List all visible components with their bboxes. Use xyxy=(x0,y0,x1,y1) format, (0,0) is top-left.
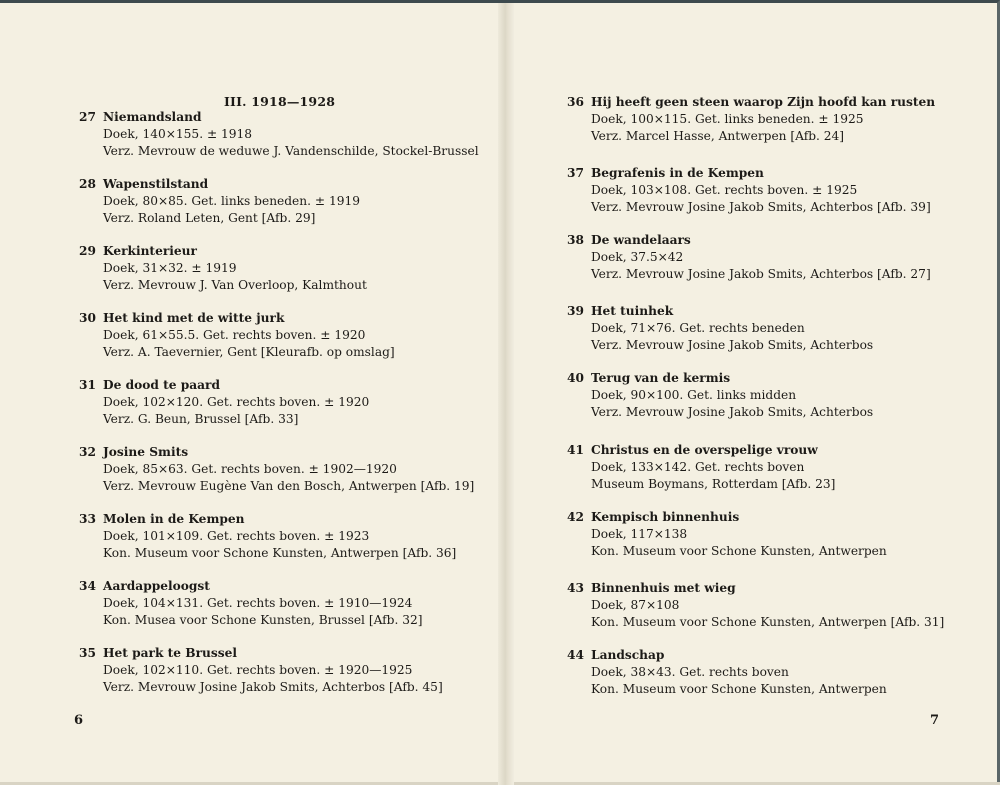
entry-medium: Doek, 38×43. Get. rechts boven xyxy=(591,665,789,679)
entry-medium: Doek, 100×115. Get. links beneden. ± 1925 xyxy=(591,112,864,126)
entry-collection: Verz. G. Beun, Brussel [Afb. 33] xyxy=(103,412,299,426)
entry-number: 27 xyxy=(79,110,96,124)
entry-number: 43 xyxy=(567,581,584,595)
entry-number: 44 xyxy=(567,648,584,662)
entry-number: 32 xyxy=(79,445,96,459)
entry-number: 28 xyxy=(79,177,96,191)
page-number-left: 6 xyxy=(74,713,84,728)
page-number-right: 7 xyxy=(930,713,940,728)
entry-medium: Doek, 80×85. Get. links beneden. ± 1919 xyxy=(103,194,360,208)
entry-collection: Verz. A. Taevernier, Gent [Kleurafb. op omslag] xyxy=(103,345,395,359)
entry-title: Begrafenis in de Kempen xyxy=(591,166,764,180)
entry-collection: Verz. Marcel Hasse, Antwerpen [Afb. 24] xyxy=(591,129,845,143)
entry-title: Hij heeft geen steen waarop Zijn hoofd kan rusten xyxy=(591,95,936,109)
left-page xyxy=(0,3,500,785)
entry-number: 31 xyxy=(79,378,96,392)
entry-title: Het park te Brussel xyxy=(103,646,237,660)
entry-collection: Verz. Mevrouw Josine Jakob Smits, Achterbos [Afb. 27] xyxy=(591,267,931,281)
entry-title: De wandelaars xyxy=(591,233,691,247)
entry-title: Binnenhuis met wieg xyxy=(591,581,736,595)
entry-medium: Doek, 140×155. ± 1918 xyxy=(103,127,253,141)
entry-collection: Kon. Museum voor Schone Kunsten, Antwerpen xyxy=(591,682,887,696)
entry-medium: Doek, 104×131. Get. rechts boven. ± 1910—1924 xyxy=(103,596,413,610)
entry-title: Kempisch binnenhuis xyxy=(591,510,740,524)
entry-number: 40 xyxy=(567,371,584,385)
entry-collection: Kon. Museum voor Schone Kunsten, Antwerpen [Afb. 31] xyxy=(591,615,945,629)
entry-medium: Doek, 37.5×42 xyxy=(591,250,684,264)
entry-collection: Verz. Mevrouw Josine Jakob Smits, Achterbos [Afb. 39] xyxy=(591,200,931,214)
entry-title: Landschap xyxy=(591,648,665,662)
entry-number: 42 xyxy=(567,510,584,524)
entry-medium: Doek, 102×120. Get. rechts boven. ± 1920 xyxy=(103,395,370,409)
entry-medium: Doek, 71×76. Get. rechts beneden xyxy=(591,321,805,335)
entry-collection: Verz. Mevrouw Josine Jakob Smits, Achterbos [Afb. 45] xyxy=(103,680,443,694)
entry-collection: Verz. Mevrouw Eugène Van den Bosch, Antwerpen [Afb. 19] xyxy=(103,479,475,493)
entry-medium: Doek, 117×138 xyxy=(591,527,688,541)
entry-title: Het kind met de witte jurk xyxy=(103,311,285,325)
entry-collection: Verz. Mevrouw de weduwe J. Vandenschilde, Stockel-Brussel xyxy=(103,144,479,158)
entry-title: Het tuinhek xyxy=(591,304,674,318)
entry-medium: Doek, 90×100. Get. links midden xyxy=(591,388,797,402)
entry-collection: Verz. Mevrouw Josine Jakob Smits, Achterbos xyxy=(591,338,874,352)
entry-collection: Verz. Mevrouw J. Van Overloop, Kalmthout xyxy=(103,278,367,292)
entry-title: Aardappeloogst xyxy=(103,579,210,593)
entry-title: De dood te paard xyxy=(103,378,220,392)
entry-title: Kerkinterieur xyxy=(103,244,197,258)
entry-number: 36 xyxy=(567,95,584,109)
entry-number: 41 xyxy=(567,443,584,457)
entry-number: 35 xyxy=(79,646,96,660)
entry-medium: Doek, 102×110. Get. rechts boven. ± 1920—1925 xyxy=(103,663,413,677)
entry-medium: Doek, 87×108 xyxy=(591,598,680,612)
entry-collection: Verz. Mevrouw Josine Jakob Smits, Achterbos xyxy=(591,405,874,419)
entry-number: 34 xyxy=(79,579,96,593)
entry-number: 29 xyxy=(79,244,96,258)
entry-number: 37 xyxy=(567,166,584,180)
entry-title: Josine Smits xyxy=(103,445,189,459)
entry-title: Christus en de overspelige vrouw xyxy=(591,443,818,457)
entry-collection: Kon. Museum voor Schone Kunsten, Antwerpen xyxy=(591,544,887,558)
entry-medium: Doek, 103×108. Get. rechts boven. ± 1925 xyxy=(591,183,858,197)
entry-number: 38 xyxy=(567,233,584,247)
entry-medium: Doek, 133×142. Get. rechts boven xyxy=(591,460,805,474)
entry-collection: Museum Boymans, Rotterdam [Afb. 23] xyxy=(591,477,836,491)
entry-number: 30 xyxy=(79,311,96,325)
right-page xyxy=(510,3,997,785)
entry-collection: Kon. Musea voor Schone Kunsten, Brussel [Afb. 32] xyxy=(103,613,423,627)
entry-medium: Doek, 101×109. Get. rechts boven. ± 1923 xyxy=(103,529,370,543)
entry-number: 39 xyxy=(567,304,584,318)
entry-medium: Doek, 31×32. ± 1919 xyxy=(103,261,237,275)
entry-title: Wapenstilstand xyxy=(103,177,209,191)
entry-title: Niemandsland xyxy=(103,110,202,124)
entry-collection: Kon. Museum voor Schone Kunsten, Antwerpen [Afb. 36] xyxy=(103,546,457,560)
entry-medium: Doek, 61×55.5. Get. rechts boven. ± 1920 xyxy=(103,328,366,342)
entry-title: Terug van de kermis xyxy=(591,371,731,385)
entry-number: 33 xyxy=(79,512,96,526)
section-heading: III. 1918—1928 xyxy=(224,94,336,109)
entry-medium: Doek, 85×63. Get. rechts boven. ± 1902—1920 xyxy=(103,462,397,476)
entry-collection: Verz. Roland Leten, Gent [Afb. 29] xyxy=(103,211,316,225)
entry-title: Molen in de Kempen xyxy=(103,512,245,526)
